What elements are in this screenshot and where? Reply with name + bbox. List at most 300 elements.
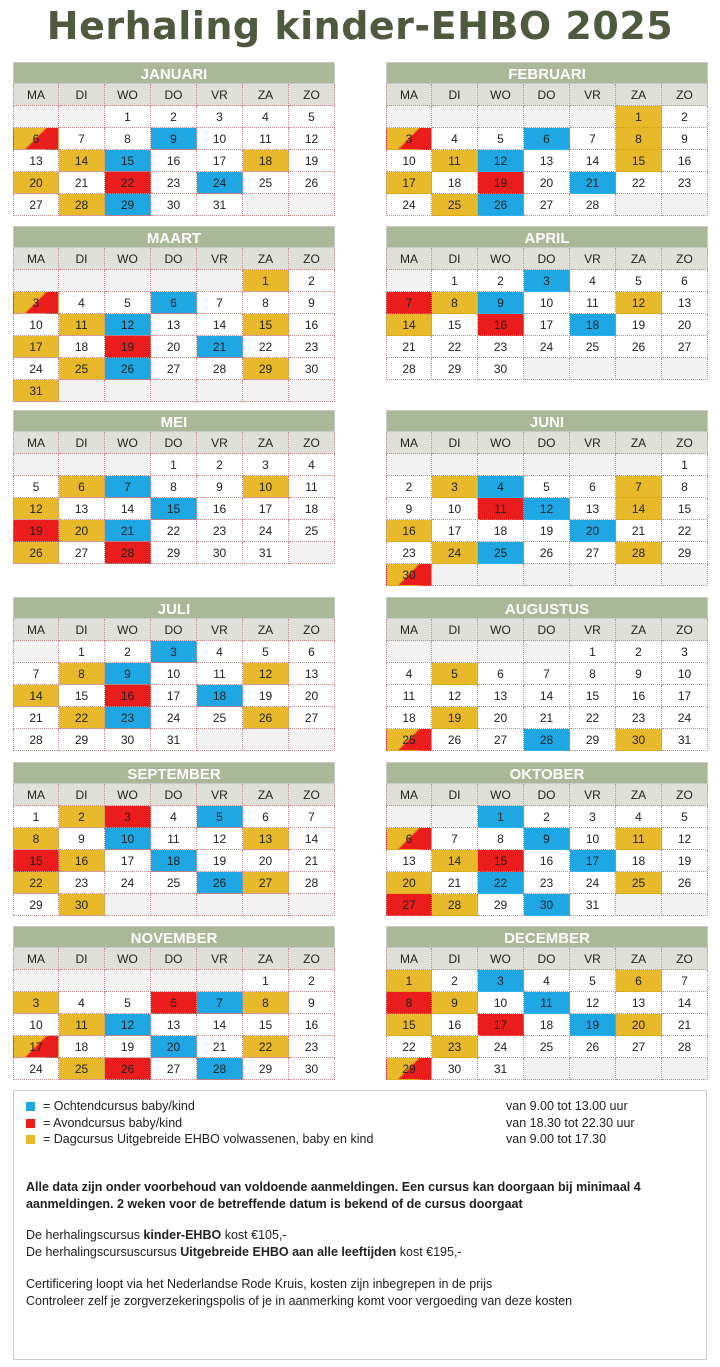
day-cell: 27	[151, 1058, 197, 1080]
month-5	[13, 410, 335, 564]
weekday-header: ZO	[289, 84, 335, 106]
day-cell: 2	[386, 476, 432, 498]
month-title: SEPTEMBER	[13, 762, 335, 784]
weekday-header: VR	[197, 432, 243, 454]
day-cell: 27	[662, 336, 708, 358]
weekday-header: ZO	[289, 248, 335, 270]
day-cell: 22	[616, 172, 662, 194]
day-cell: 4	[570, 270, 616, 292]
empty-day-cell	[151, 894, 197, 916]
course-day-cell: 4	[478, 476, 524, 498]
course-day-cell: 22	[243, 1036, 289, 1058]
day-cell: 16	[151, 150, 197, 172]
course-day-cell: 29	[386, 1058, 432, 1080]
course-day-cell: 25	[59, 358, 105, 380]
day-cell: 28	[386, 358, 432, 380]
weekday-header: ZA	[616, 84, 662, 106]
day-cell: 16	[524, 850, 570, 872]
weekday-header: MA	[386, 432, 432, 454]
day-cell: 6	[289, 641, 335, 663]
day-cell: 25	[197, 707, 243, 729]
month-title: NOVEMBER	[13, 926, 335, 948]
day-cell: 11	[570, 292, 616, 314]
day-cell: 29	[243, 1058, 289, 1080]
day-cell: 18	[616, 850, 662, 872]
day-cell: 13	[524, 150, 570, 172]
course-day-cell: 3	[386, 128, 432, 150]
price-uitgebreid	[26, 1244, 698, 1261]
course-day-cell: 12	[13, 498, 59, 520]
empty-day-cell	[243, 380, 289, 402]
day-cell: 12	[197, 828, 243, 850]
course-day-cell: 7	[386, 292, 432, 314]
course-day-cell: 26	[105, 1058, 151, 1080]
course-day-cell: 25	[386, 729, 432, 751]
day-cell: 8	[105, 128, 151, 150]
day-cell: 17	[524, 314, 570, 336]
day-cell: 5	[662, 806, 708, 828]
weekday-header: WO	[478, 432, 524, 454]
day-cell: 7	[524, 663, 570, 685]
course-day-cell: 9	[478, 292, 524, 314]
day-cell: 22	[243, 336, 289, 358]
day-cell: 1	[570, 641, 616, 663]
course-day-cell: 6	[386, 828, 432, 850]
course-day-cell: 19	[13, 520, 59, 542]
day-cell: 30	[478, 358, 524, 380]
empty-day-cell	[59, 970, 105, 992]
empty-day-cell	[151, 380, 197, 402]
day-cell: 22	[570, 707, 616, 729]
legend-morning-label: = Ochtendcursus baby/kind	[43, 1099, 195, 1113]
day-cell: 7	[570, 128, 616, 150]
day-cell: 13	[13, 150, 59, 172]
weekday-header: MA	[386, 948, 432, 970]
weekday-header: VR	[570, 619, 616, 641]
day-cell: 9	[386, 498, 432, 520]
day-cell: 22	[151, 520, 197, 542]
empty-day-cell	[662, 358, 708, 380]
weekday-header: WO	[105, 619, 151, 641]
empty-day-cell	[570, 454, 616, 476]
weekday-header: DI	[59, 84, 105, 106]
weekday-header: ZA	[616, 248, 662, 270]
empty-day-cell	[105, 970, 151, 992]
month-title: JUNI	[386, 410, 708, 432]
day-cell: 2	[662, 106, 708, 128]
weekday-header: ZO	[662, 784, 708, 806]
day-cell: 8	[478, 828, 524, 850]
day-cell: 27	[524, 194, 570, 216]
day-cell: 2	[105, 641, 151, 663]
course-day-cell: 2	[59, 806, 105, 828]
day-cell: 21	[524, 707, 570, 729]
day-cell: 11	[151, 828, 197, 850]
day-cell: 23	[289, 336, 335, 358]
course-day-cell: 25	[616, 872, 662, 894]
day-cell: 21	[289, 850, 335, 872]
legend-evening-time: van 18.30 tot 22.30 uur	[506, 1116, 635, 1130]
course-day-cell: 30	[616, 729, 662, 751]
month-grid	[13, 948, 335, 1080]
month-10	[386, 762, 708, 916]
empty-day-cell	[386, 454, 432, 476]
day-cell: 8	[151, 476, 197, 498]
weekday-header: DO	[524, 619, 570, 641]
day-cell: 20	[478, 707, 524, 729]
legend-morning-time: van 9.00 tot 13.00 uur	[506, 1099, 628, 1113]
day-cell: 5	[289, 106, 335, 128]
legend-box	[13, 1090, 707, 1360]
course-day-cell: 11	[616, 828, 662, 850]
weekday-header: ZA	[243, 619, 289, 641]
empty-day-cell	[432, 106, 478, 128]
day-cell: 27	[478, 729, 524, 751]
course-day-cell: 9	[432, 992, 478, 1014]
day-cell: 24	[570, 872, 616, 894]
weekday-header: DI	[432, 432, 478, 454]
day-cell: 15	[243, 1014, 289, 1036]
weekday-header: DO	[524, 84, 570, 106]
day-cell: 27	[616, 1036, 662, 1058]
day-cell: 29	[13, 894, 59, 916]
day-cell: 15	[570, 685, 616, 707]
day-cell: 1	[59, 641, 105, 663]
red-square-icon	[26, 1119, 35, 1128]
day-cell: 1	[105, 106, 151, 128]
empty-day-cell	[243, 729, 289, 751]
day-cell: 26	[662, 872, 708, 894]
empty-day-cell	[13, 454, 59, 476]
day-cell: 14	[289, 828, 335, 850]
day-cell: 12	[662, 828, 708, 850]
weekday-header: VR	[197, 84, 243, 106]
course-day-cell: 9	[524, 828, 570, 850]
course-day-cell: 17	[13, 1036, 59, 1058]
day-cell: 16	[662, 150, 708, 172]
day-cell: 24	[151, 707, 197, 729]
course-day-cell: 21	[105, 520, 151, 542]
weekday-header: DI	[59, 948, 105, 970]
weekday-header: DI	[59, 248, 105, 270]
weekday-header: DO	[151, 948, 197, 970]
day-cell: 24	[524, 336, 570, 358]
course-day-cell: 29	[105, 194, 151, 216]
course-day-cell: 3	[105, 806, 151, 828]
day-cell: 2	[289, 970, 335, 992]
day-cell: 5	[105, 292, 151, 314]
course-day-cell: 25	[59, 1058, 105, 1080]
course-day-cell: 1	[386, 970, 432, 992]
day-cell: 30	[289, 358, 335, 380]
course-day-cell: 24	[432, 542, 478, 564]
month-8	[386, 597, 708, 751]
day-cell: 4	[432, 128, 478, 150]
price-kinder	[26, 1227, 698, 1244]
day-cell: 3	[197, 106, 243, 128]
day-cell: 8	[570, 663, 616, 685]
weekday-header: MA	[13, 619, 59, 641]
day-cell: 11	[386, 685, 432, 707]
empty-day-cell	[432, 641, 478, 663]
day-cell: 23	[59, 872, 105, 894]
day-cell: 18	[432, 172, 478, 194]
course-day-cell: 14	[432, 850, 478, 872]
day-cell: 31	[570, 894, 616, 916]
empty-day-cell	[151, 270, 197, 292]
day-cell: 23	[478, 336, 524, 358]
day-cell: 3	[570, 806, 616, 828]
course-day-cell: 16	[59, 850, 105, 872]
empty-day-cell	[151, 970, 197, 992]
day-cell: 3	[243, 454, 289, 476]
empty-day-cell	[616, 564, 662, 586]
month-2	[386, 62, 708, 216]
course-day-cell: 3	[524, 270, 570, 292]
month-12	[386, 926, 708, 1080]
month-title: JANUARI	[13, 62, 335, 84]
legend-day-time: van 9.00 tot 17.30	[506, 1132, 607, 1146]
course-day-cell: 3	[13, 292, 59, 314]
day-cell: 4	[616, 806, 662, 828]
empty-day-cell	[105, 894, 151, 916]
day-cell: 14	[570, 150, 616, 172]
course-day-cell: 7	[105, 476, 151, 498]
day-cell: 19	[243, 685, 289, 707]
course-day-cell: 22	[59, 707, 105, 729]
day-cell: 24	[243, 520, 289, 542]
course-day-cell: 6	[151, 292, 197, 314]
day-cell: 29	[478, 894, 524, 916]
day-cell: 25	[289, 520, 335, 542]
day-cell: 21	[197, 1036, 243, 1058]
weekday-header: ZA	[616, 432, 662, 454]
day-cell: 31	[151, 729, 197, 751]
day-cell: 10	[13, 314, 59, 336]
course-day-cell: 3	[478, 970, 524, 992]
day-cell: 17	[151, 685, 197, 707]
month-9	[13, 762, 335, 916]
day-cell: 28	[662, 1036, 708, 1058]
day-cell: 6	[478, 663, 524, 685]
course-day-cell: 9	[105, 663, 151, 685]
course-day-cell: 14	[386, 314, 432, 336]
course-day-cell: 7	[197, 992, 243, 1014]
day-cell: 21	[616, 520, 662, 542]
day-cell: 7	[13, 663, 59, 685]
day-cell: 25	[570, 336, 616, 358]
empty-day-cell	[570, 1058, 616, 1080]
course-day-cell: 31	[13, 380, 59, 402]
day-cell: 20	[524, 172, 570, 194]
day-cell: 9	[289, 292, 335, 314]
empty-day-cell	[289, 542, 335, 564]
day-cell: 10	[386, 150, 432, 172]
day-cell: 4	[197, 641, 243, 663]
day-cell: 5	[616, 270, 662, 292]
course-day-cell: 27	[386, 894, 432, 916]
day-cell: 26	[570, 1036, 616, 1058]
month-grid	[386, 432, 708, 586]
day-cell: 27	[13, 194, 59, 216]
day-cell: 28	[13, 729, 59, 751]
course-day-cell: 28	[432, 894, 478, 916]
day-cell: 5	[570, 970, 616, 992]
empty-day-cell	[478, 641, 524, 663]
weekday-header: VR	[570, 84, 616, 106]
day-cell: 29	[662, 542, 708, 564]
month-grid	[386, 948, 708, 1080]
course-day-cell: 19	[570, 1014, 616, 1036]
day-cell: 31	[197, 194, 243, 216]
day-cell: 11	[289, 476, 335, 498]
weekday-header: ZA	[243, 248, 289, 270]
day-cell: 10	[478, 992, 524, 1014]
day-cell: 1	[151, 454, 197, 476]
day-cell: 26	[616, 336, 662, 358]
day-cell: 10	[524, 292, 570, 314]
course-day-cell: 11	[59, 1014, 105, 1036]
weekday-header: ZA	[243, 948, 289, 970]
empty-day-cell	[478, 454, 524, 476]
weekday-header: VR	[197, 948, 243, 970]
month-title: DECEMBER	[386, 926, 708, 948]
course-day-cell: 12	[478, 150, 524, 172]
month-1	[13, 62, 335, 216]
course-day-cell: 24	[197, 172, 243, 194]
empty-day-cell	[432, 564, 478, 586]
day-cell: 24	[105, 872, 151, 894]
course-day-cell: 18	[570, 314, 616, 336]
empty-day-cell	[524, 564, 570, 586]
day-cell: 2	[432, 970, 478, 992]
day-cell: 13	[386, 850, 432, 872]
weekday-header: DO	[151, 432, 197, 454]
month-4	[386, 226, 708, 380]
course-day-cell: 15	[151, 498, 197, 520]
month-title: JULI	[13, 597, 335, 619]
course-day-cell: 15	[13, 850, 59, 872]
day-cell: 10	[432, 498, 478, 520]
legend-day-label: = Dagcursus Uitgebreide EHBO volwassenen, baby en kind	[43, 1132, 374, 1146]
weekday-header: ZO	[289, 784, 335, 806]
day-cell: 10	[13, 1014, 59, 1036]
day-cell: 19	[105, 1036, 151, 1058]
course-day-cell: 28	[59, 194, 105, 216]
course-day-cell: 26	[13, 542, 59, 564]
weekday-header: MA	[13, 84, 59, 106]
day-cell: 22	[662, 520, 708, 542]
course-day-cell: 20	[386, 872, 432, 894]
empty-day-cell	[13, 970, 59, 992]
course-day-cell: 10	[105, 828, 151, 850]
course-day-cell: 15	[386, 1014, 432, 1036]
month-title: APRIL	[386, 226, 708, 248]
course-day-cell: 25	[478, 542, 524, 564]
course-day-cell: 20	[13, 172, 59, 194]
day-cell: 20	[289, 685, 335, 707]
empty-day-cell	[662, 194, 708, 216]
day-cell: 10	[151, 663, 197, 685]
weekday-header: DI	[59, 784, 105, 806]
weekday-header: DI	[432, 784, 478, 806]
weekday-header: ZA	[243, 84, 289, 106]
course-day-cell: 17	[13, 336, 59, 358]
weekday-header: VR	[570, 784, 616, 806]
month-grid	[386, 619, 708, 751]
day-cell: 29	[432, 358, 478, 380]
course-day-cell: 14	[59, 150, 105, 172]
empty-day-cell	[59, 454, 105, 476]
course-day-cell: 6	[524, 128, 570, 150]
legend-evening-label: = Avondcursus baby/kind	[43, 1116, 183, 1130]
weekday-header: VR	[570, 432, 616, 454]
course-day-cell: 12	[105, 1014, 151, 1036]
empty-day-cell	[243, 894, 289, 916]
day-cell: 13	[616, 992, 662, 1014]
month-title: AUGUSTUS	[386, 597, 708, 619]
course-day-cell: 14	[616, 498, 662, 520]
course-day-cell: 22	[105, 172, 151, 194]
empty-day-cell	[289, 194, 335, 216]
course-day-cell: 22	[13, 872, 59, 894]
day-cell: 13	[662, 292, 708, 314]
day-cell: 26	[524, 542, 570, 564]
legend-morning	[26, 1099, 195, 1113]
empty-day-cell	[478, 106, 524, 128]
weekday-header: VR	[197, 619, 243, 641]
course-day-cell: 8	[243, 992, 289, 1014]
course-day-cell: 8	[432, 292, 478, 314]
weekday-header: MA	[13, 784, 59, 806]
empty-day-cell	[432, 806, 478, 828]
empty-day-cell	[105, 380, 151, 402]
weekday-header: DO	[151, 84, 197, 106]
course-day-cell: 18	[197, 685, 243, 707]
price-uitgebreid-pre: De herhalingscursuscursus	[26, 1245, 181, 1259]
weekday-header: ZA	[243, 432, 289, 454]
month-grid	[386, 784, 708, 916]
day-cell: 15	[662, 498, 708, 520]
course-day-cell: 17	[386, 172, 432, 194]
day-cell: 3	[662, 641, 708, 663]
course-day-cell: 11	[59, 314, 105, 336]
day-cell: 5	[478, 128, 524, 150]
day-cell: 8	[243, 292, 289, 314]
day-cell: 21	[662, 1014, 708, 1036]
weekday-header: DO	[151, 248, 197, 270]
day-cell: 27	[151, 358, 197, 380]
day-cell: 21	[386, 336, 432, 358]
weekday-header: VR	[570, 948, 616, 970]
day-cell: 27	[289, 707, 335, 729]
course-day-cell: 15	[616, 150, 662, 172]
course-day-cell: 17	[478, 1014, 524, 1036]
empty-day-cell	[197, 970, 243, 992]
price-kinder-pre: De herhalingscursus	[26, 1228, 144, 1242]
empty-day-cell	[524, 454, 570, 476]
day-cell: 16	[432, 1014, 478, 1036]
month-7	[13, 597, 335, 751]
course-day-cell: 30	[386, 564, 432, 586]
weekday-header: DO	[524, 432, 570, 454]
day-cell: 4	[243, 106, 289, 128]
day-cell: 16	[289, 314, 335, 336]
course-day-cell: 26	[197, 872, 243, 894]
day-cell: 23	[151, 172, 197, 194]
day-cell: 13	[570, 498, 616, 520]
empty-day-cell	[386, 806, 432, 828]
